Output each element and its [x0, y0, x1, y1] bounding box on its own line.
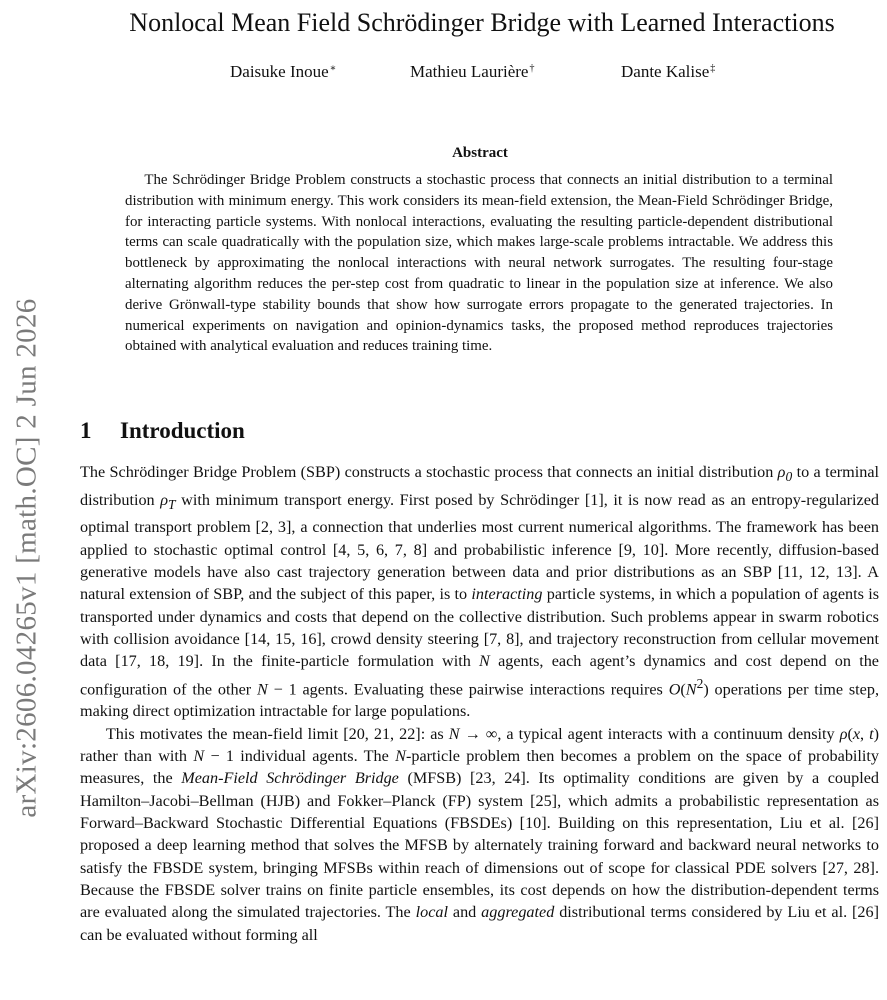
abstract-text: The Schrödinger Bridge Problem constructs a stochastic process that connects an initial distribution to a terminal distribution with minimum energy. This work considers its mean-field extension, the Mean-Field Schrödinger Bridge, for interacting particle systems. With nonlocal interactions, evaluating the resulting particle-dependent distributional terms can scale quadratically with the population size, which makes large-scale problems intractable. We address this bottleneck by approximating the nonlocal interactions with neural network surrogates. The resulting four-stage alternating algorithm reduces the per-step cost from quadratic to linear in the population size at inference. We also derive Grönwall-type stability bounds that show how surrogate errors propagate to the generated trajectories. In numerical experiments on navigation and opinion-dynamics tasks, the proposed method reproduces trajectories obtained with analytical evaluation and reduces training time. — [125, 172, 833, 355]
text-run: -particle problem then becomes a problem on the space of probability measures, the — [80, 746, 879, 788]
text-run: → ∞, a typical agent interacts with a continuum density — [459, 724, 840, 743]
math-symbol — [777, 463, 793, 485]
math-var: N — [685, 679, 697, 698]
author-name: Dante Kalise — [621, 62, 710, 81]
text-run: (MFSB) [23, 24]. Its optimality conditions are given by a coupled Hamilton–Jacobi–Bellman (HJB) and Fokker–Planck (FP) system [25], which admits a probabilistic representation as Forward–Backward Stochastic Differential Equations (FBSDEs) [10]. Building on this representation, Liu et al. [26] proposed a deep learning method that solves the MFSB by alternately training forward and backward neural networks to satisfy the FBSDE system, bringing MFSBs within reach of dimensions out of scope for classical PDE solvers [27, 28]. Because the FBSDE solver trains on finite particle ensembles, its cost depends on how the distribution-dependent terms are evaluated along the simulated trajectories. The — [80, 769, 879, 922]
math-var: N — [257, 679, 268, 698]
section-title: Introduction — [120, 418, 245, 443]
paragraph — [80, 723, 879, 946]
author-footnote-mark: † — [529, 63, 535, 74]
text-run: ) operations per time step, making direct optimization intractable for large populations. — [80, 679, 879, 721]
paper-title: Nonlocal Mean Field Schrödinger Bridge with Learned Interactions — [129, 8, 835, 37]
arxiv-identifier: arXiv:2606.04265v1 [math.OC] 2 Jun 2026 — [10, 298, 43, 818]
text-run: This motivates the mean-field limit [20, 21, 22]: as — [105, 724, 449, 743]
text-run: particle systems, in which a population of agents is transported under dynamics and costs that depend on the collective distribution. Such problems appear in swarm robotics with collision avoidance [14, 15, 16], crowd density steering [7, 8], and trajectory reconstruction from cellular movement data [17, 18, 19]. In the finite-particle formulation with — [80, 585, 879, 671]
math-var: ρ — [160, 490, 169, 509]
emphasis: aggregated — [481, 903, 555, 922]
text-run: ( — [680, 679, 686, 698]
text-run: − 1 individual agents. The — [204, 746, 396, 765]
math-var: x — [852, 724, 861, 743]
math-var: O — [668, 679, 681, 698]
arxiv-sidebar — [0, 238, 52, 878]
paragraph — [80, 461, 879, 723]
abstract-body — [125, 170, 833, 357]
math-var: N — [448, 724, 460, 743]
emphasis: Mean-Field Schrödinger Bridge — [181, 769, 399, 788]
text-run: − 1 agents. Evaluating these pairwise interactions requires — [267, 679, 669, 698]
math-var: ρ — [839, 724, 848, 743]
author — [230, 62, 336, 82]
author — [410, 62, 534, 82]
text-run: distributional terms considered by Liu et al. [26] can be evaluated without forming all — [80, 903, 879, 944]
math-var: ρ — [777, 463, 786, 481]
author — [621, 62, 715, 82]
text-run: and — [447, 903, 482, 922]
abstract-heading: Abstract — [452, 145, 508, 161]
math-var: N — [479, 652, 490, 671]
emphasis: local — [415, 903, 448, 922]
section-number: 1 — [80, 418, 92, 443]
text-run: The Schrödinger Bridge Problem (SBP) constructs a stochastic process that connects an initial distribution — [80, 463, 778, 481]
math-subscript: 0 — [785, 469, 793, 485]
emphasis: interacting — [471, 585, 543, 604]
author-list — [80, 62, 880, 90]
author-name: Daisuke Inoue — [230, 62, 329, 81]
author-footnote-mark: ‡ — [710, 63, 716, 74]
author-name: Mathieu Laurière — [410, 62, 529, 81]
text-run: ( — [847, 724, 853, 743]
author-footnote-mark: ∗ — [329, 63, 337, 74]
text-run: agents, each agent’s dynamics and cost depend on the configuration of the other — [80, 652, 879, 698]
math-var: N — [193, 746, 205, 765]
text-run: to a terminal distribution — [80, 463, 880, 509]
math-symbol — [160, 490, 176, 512]
text-run: ) rather than with — [80, 724, 880, 765]
section-heading — [80, 418, 880, 444]
text-run: with minimum transport energy. First posed by Schrödinger [1], it is now read as an entropy-regularized optimal transport problem [2, 3], a connection that underlies most current numerical algorithms. The framework has been applied to stochastic optimal control [4, 5, 6, 7, 8] and probabilistic inference [9, 10]. More recently, diffusion-based generative models have also cast trajectory generation between data and prior distributions as an SBP [11, 12, 13]. A natural extension of SBP, and the subject of this paper, is to — [80, 490, 879, 604]
text-run: , — [860, 724, 870, 743]
math-subscript: T — [168, 496, 176, 512]
math-var: t — [869, 724, 874, 743]
math-superscript: 2 — [696, 675, 704, 691]
math-var: N — [395, 746, 406, 765]
body-text — [80, 461, 879, 946]
